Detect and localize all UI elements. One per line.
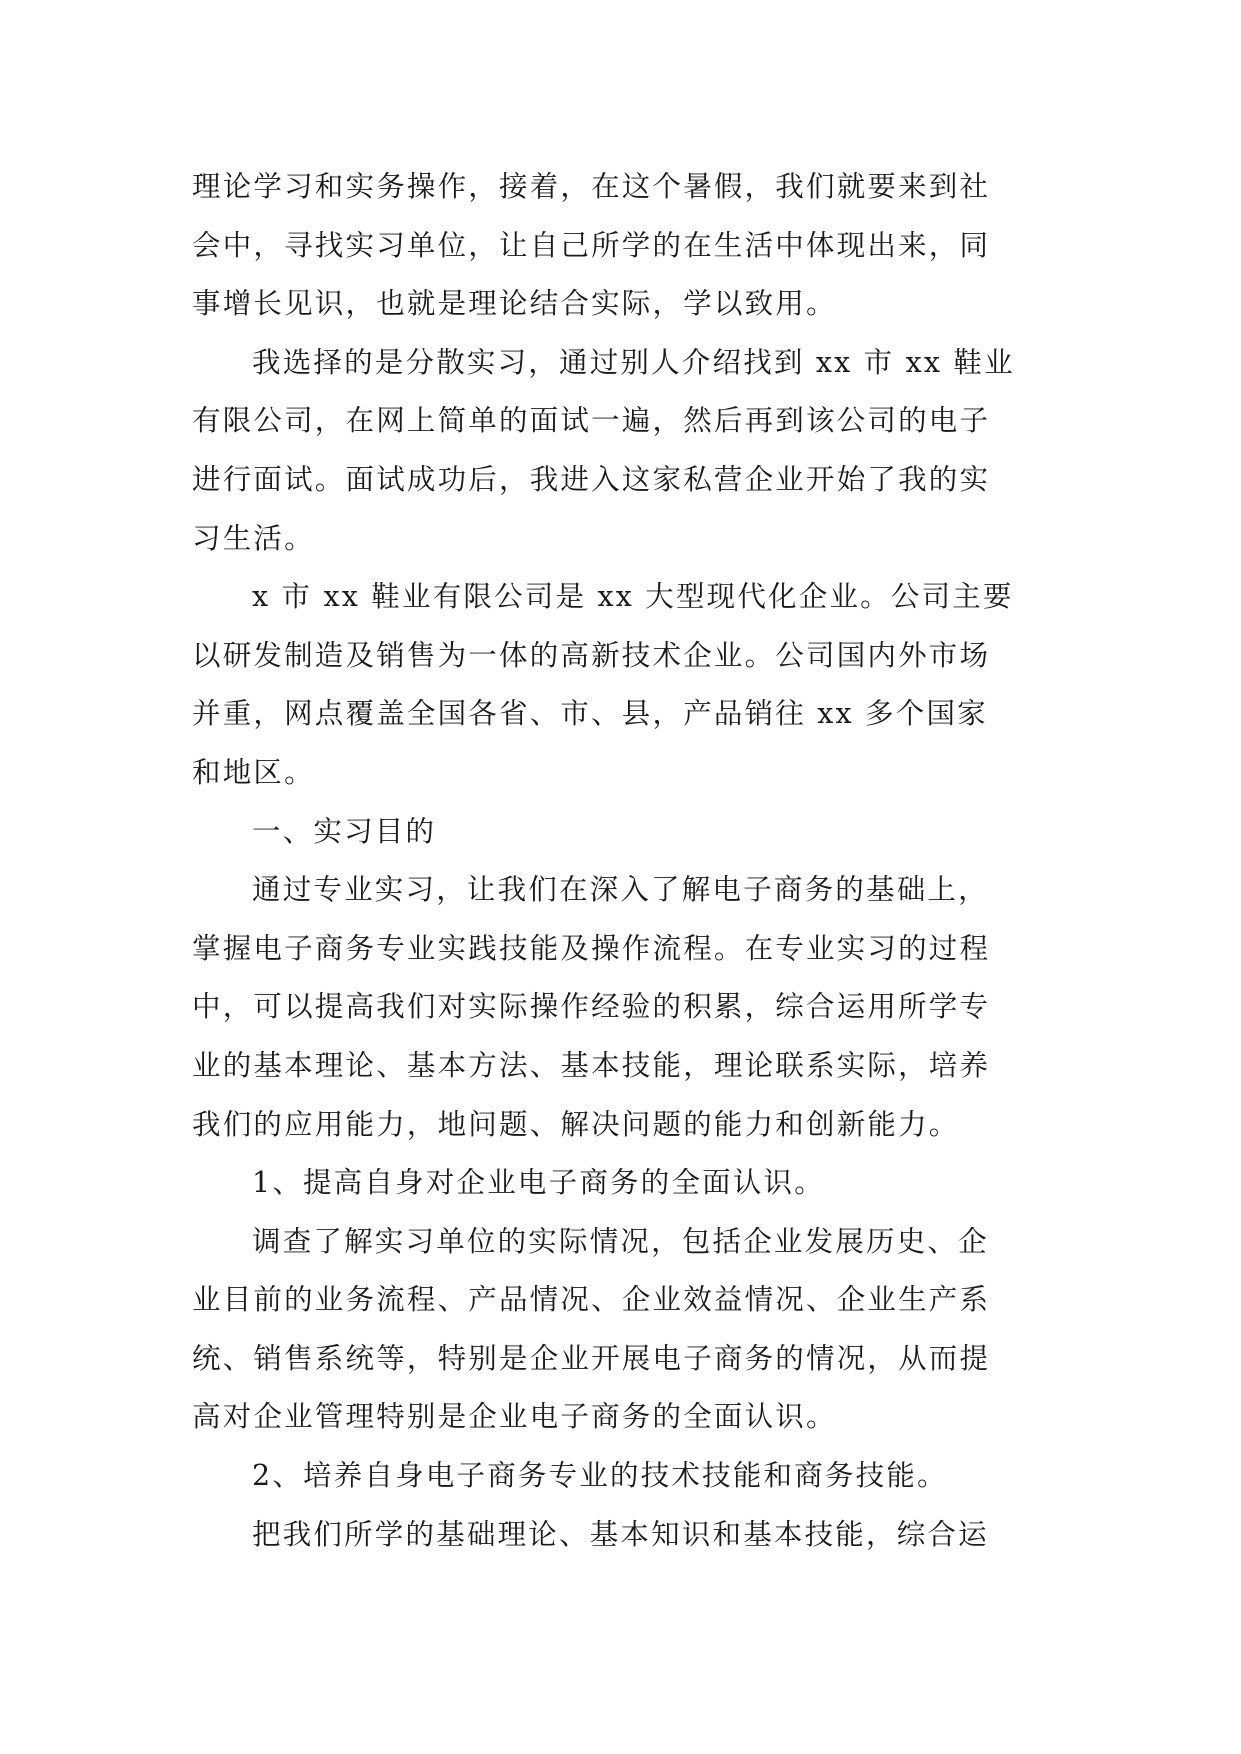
text-line: 业的基本理论、基本方法、基本技能，理论联系实际，培养 (192, 1048, 991, 1082)
paragraph (192, 803, 1052, 862)
text-line: 习生活。 (192, 521, 315, 555)
text-line: 2、培养自身电子商务专业的技术技能和商务技能。 (252, 1459, 948, 1493)
text-line: 1、提高自身对企业电子商务的全面认识。 (252, 1166, 825, 1200)
text-line: 会中，寻找实习单位，让自己所学的在生活中体现出来，同 (192, 228, 991, 262)
text-line: 以研发制造及销售为一体的高新技术企业。公司国内外市场 (192, 638, 991, 672)
text-line: 通过专业实习，让我们在深入了解电子商务的基础上， (252, 873, 989, 907)
text-line: 我们的应用能力，地问题、解决问题的能力和创新能力。 (192, 1107, 960, 1141)
text-line: 统、销售系统等，特别是企业开展电子商务的情况，从而提 (192, 1341, 991, 1375)
text-line: 高对企业管理特别是企业电子商务的全面认识。 (192, 1400, 837, 1434)
text-line: 理论学习和实务操作，接着，在这个暑假，我们就要来到社 (192, 170, 991, 203)
text-line: 有限公司，在网上简单的面试一遍，然后再到该公司的电子 (192, 404, 991, 438)
text-line: 进行面试。面试成功后，我进入这家私营企业开始了我的实 (192, 462, 991, 496)
paragraph (192, 1447, 1052, 1506)
text-line: 和地区。 (192, 755, 315, 789)
paragraph (192, 1213, 1052, 1447)
text-line: 我选择的是分散实习，通过别人介绍找到 xx 市 xx 鞋业 (252, 345, 1015, 379)
text-line: x 市 xx 鞋业有限公司是 xx 大型现代化企业。公司主要 (252, 580, 1014, 614)
text-line: 业目前的业务流程、产品情况、企业效益情况、企业生产系 (192, 1283, 991, 1317)
text-line: 把我们所学的基础理论、基本知识和基本技能，综合运 (252, 1517, 989, 1551)
paragraph (192, 334, 1052, 568)
paragraph (192, 158, 1052, 334)
text-line: 一、实习目的 (252, 814, 437, 848)
paragraph (192, 1154, 1052, 1213)
document-body (192, 158, 1052, 1564)
text-line: 并重，网点覆盖全国各省、市、县，产品销往 xx 多个国家 (192, 697, 988, 731)
text-line: 事增长见识，也就是理论结合实际，学以致用。 (192, 287, 837, 321)
paragraph (192, 568, 1052, 802)
text-line: 掌握电子商务专业实践技能及操作流程。在专业实习的过程 (192, 931, 991, 965)
text-line: 中，可以提高我们对实际操作经验的积累，综合运用所学专 (192, 990, 991, 1024)
text-line: 调查了解实习单位的实际情况，包括企业发展历史、企 (252, 1224, 989, 1258)
paragraph (192, 861, 1052, 1154)
paragraph (192, 1506, 1052, 1565)
